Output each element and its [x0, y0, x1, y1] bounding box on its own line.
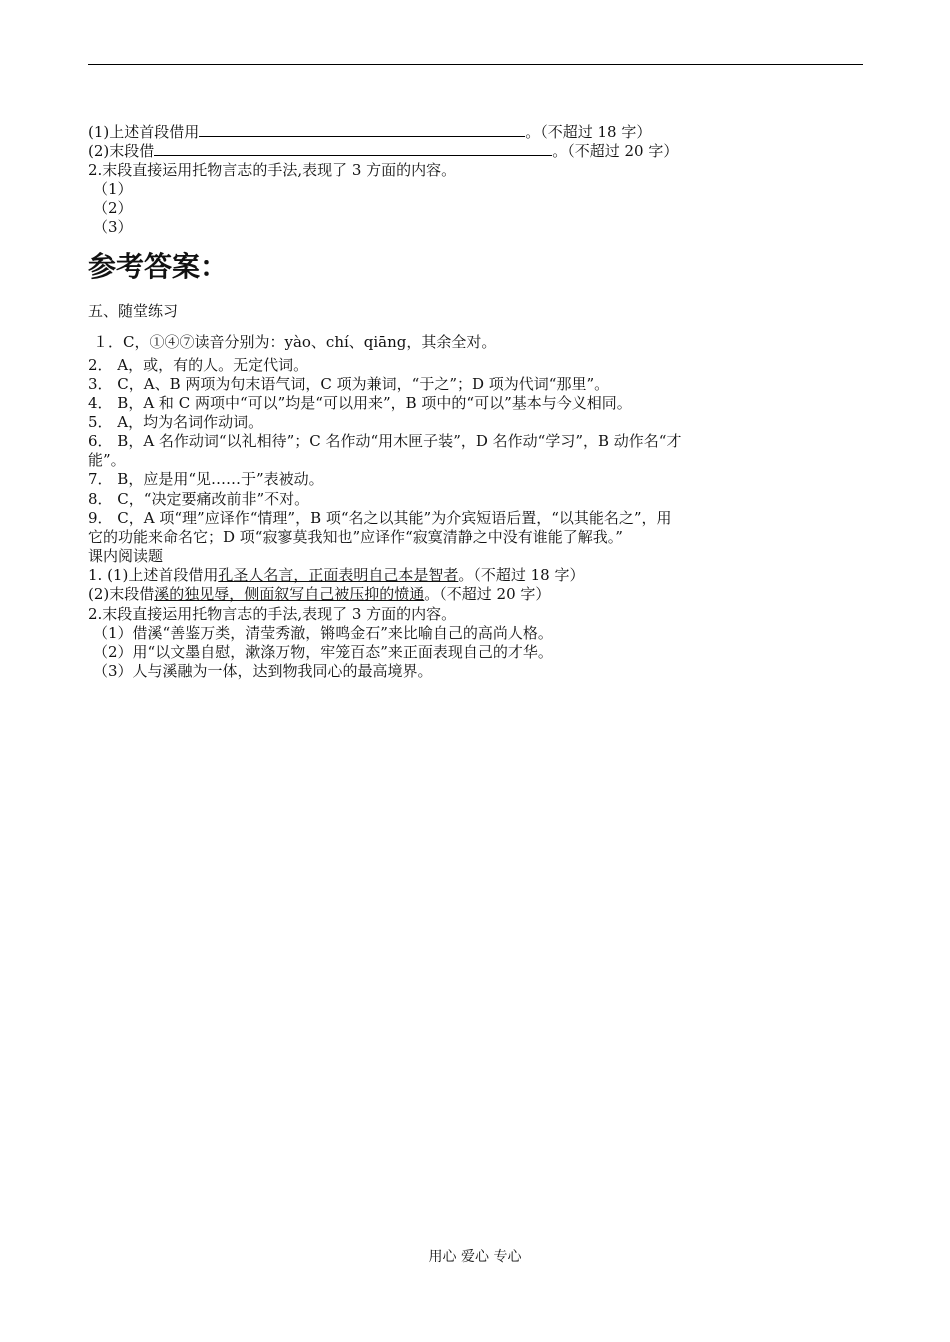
answer-heading: 参考答案：: [88, 250, 229, 283]
reading-answer-1-suffix: 。（不超过 18 字）: [458, 566, 585, 584]
reading-answer-3-item-1: （1）借溪“善鉴万类，清莹秀澈，锵鸣金石”来比喻自己的高尚人格。: [93, 624, 553, 642]
question-3-item-3: （3）: [93, 218, 133, 236]
question-1: [88, 122, 651, 141]
practice-answer-6: 6． B，A 名作动词“以礼相待”；C 名作动“用木匣子装”，D 名作动“学习”，B 动作名“才: [88, 432, 682, 450]
reading-answer-3: 2.末段直接运用托物言志的手法,表现了 3 方面的内容。: [88, 605, 457, 623]
reading-answer-2-prefix: (2)末段借: [88, 585, 155, 603]
header-rule: [88, 64, 863, 65]
reading-answer-2-underlined: 溪的独见辱，侧面叙写自己被压抑的愤通: [154, 585, 425, 603]
answer-blank-1[interactable]: [199, 122, 525, 137]
question-3: 2.末段直接运用托物言志的手法,表现了 3 方面的内容。: [88, 161, 457, 179]
practice-answer-2: 2． A，或，有的人。无定代词。: [88, 356, 309, 374]
practice-answer-7: 7． B，应是用“见……于”表被动。: [88, 470, 324, 488]
question-1-prefix: (1)上述首段借用: [88, 123, 200, 141]
question-1-suffix: 。（不超过 18 字）: [525, 123, 652, 141]
reading-answer-1-underlined: 孔圣人名言，正面表明自己本是智者: [218, 566, 459, 584]
question-2-suffix: 。（不超过 20 字）: [552, 142, 679, 160]
practice-answer-9: 9． C，A 项“理”应译作“情理”，B 项“名之以其能”为介宾短语后置，“以其能名之”，用: [88, 509, 672, 527]
practice-answer-3: 3． C，A、B 两项为句末语气词，C 项为兼词，“于之”；D 项为代词“那里”。: [88, 375, 610, 393]
practice-answer-1: １．C，①④⑦读音分别为：yào、chí、qiāng，其余全对。: [93, 333, 497, 351]
reading-title: 课内阅读题: [88, 547, 164, 565]
reading-answer-1: [88, 566, 584, 584]
page-footer: 用心 爱心 专心: [428, 1249, 522, 1265]
reading-answer-2: [88, 585, 550, 603]
reading-answer-1-prefix: 1. (1)上述首段借用: [88, 566, 219, 584]
practice-answer-8: 8． C，“决定要痛改前非”不对。: [88, 490, 310, 508]
section-title: 五、随堂练习: [88, 302, 179, 320]
answer-blank-2[interactable]: [154, 141, 552, 156]
question-2: [88, 141, 678, 160]
practice-answer-4: 4． B，A 和 C 两项中“可以”均是“可以用来”，B 项中的“可以”基本与今义相同。: [88, 394, 632, 412]
practice-answer-9-cont: 它的功能来命名它；D 项“寂寥莫我知也”应译作“寂寞清静之中没有谁能了解我。”: [88, 528, 623, 546]
reading-answer-2-suffix: 。（不超过 20 字）: [424, 585, 551, 603]
question-2-prefix: (2)末段借: [88, 142, 155, 160]
practice-answer-5: 5． A，均为名词作动词。: [88, 413, 264, 431]
reading-answer-3-item-2: （2）用“以文墨自慰，漱涤万物，牢笼百态”来正面表现自己的才华。: [93, 643, 553, 661]
question-3-item-2: （2）: [93, 199, 133, 217]
reading-answer-3-item-3: （3）人与溪融为一体，达到物我同心的最高境界。: [93, 662, 433, 680]
practice-answer-6-cont: 能”。: [88, 451, 126, 469]
question-3-item-1: （1）: [93, 180, 133, 198]
